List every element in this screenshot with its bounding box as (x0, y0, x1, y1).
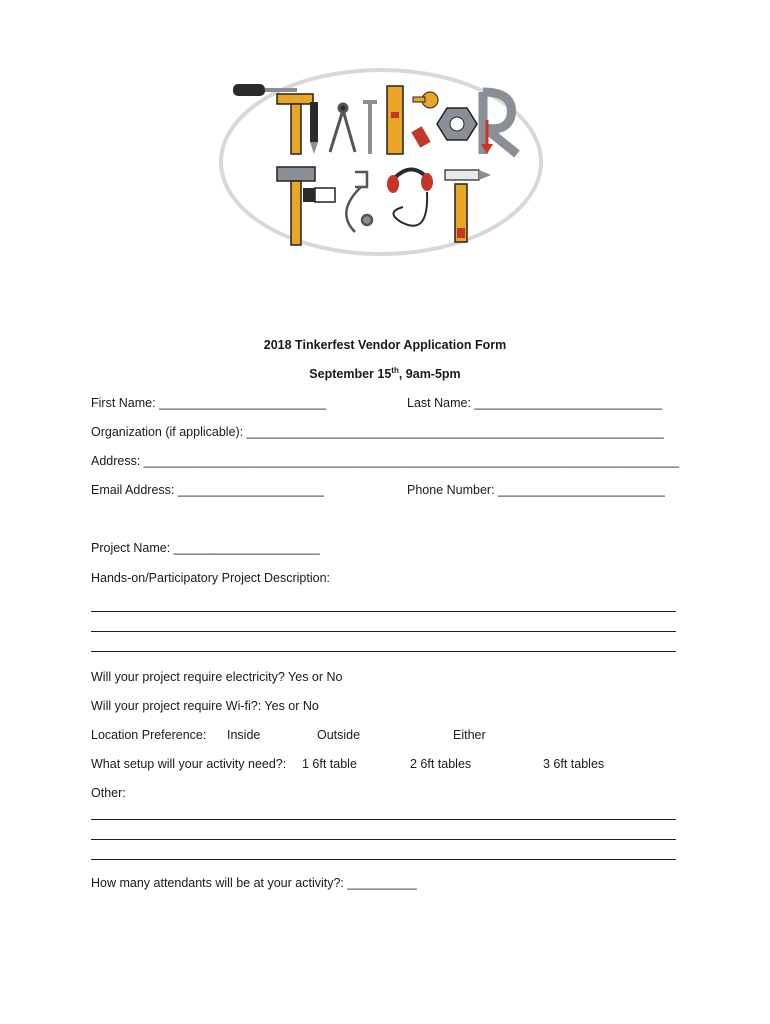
description-line-2[interactable] (91, 631, 676, 632)
setup-option-1[interactable]: 1 6ft table (302, 757, 357, 771)
last-name-field[interactable]: Last Name: ___________________________ (407, 396, 663, 410)
pen-icon (310, 102, 318, 154)
compass-icon (330, 104, 355, 152)
key-icon (413, 92, 438, 108)
event-date (0, 365, 770, 381)
setup-option-2[interactable]: 2 6ft tables (410, 757, 472, 771)
organization-field[interactable]: Organization (if applicable): ____________________________________________________________ (91, 425, 664, 439)
setup-option-3[interactable]: 3 6ft tables (543, 757, 605, 771)
description-line-3[interactable] (91, 651, 676, 652)
electricity-question: Will your project require electricity? Yes or No (91, 670, 343, 684)
event-date-suffix: , 9am-5pm (398, 367, 461, 381)
plug-icon (346, 172, 372, 232)
email-field[interactable]: Email Address: _____________________ (91, 483, 324, 497)
location-option-outside[interactable]: Outside (317, 728, 361, 742)
hex-nut-icon (437, 108, 477, 140)
knife-icon (411, 126, 430, 148)
location-option-either[interactable]: Either (453, 728, 486, 742)
other-line-1[interactable] (91, 819, 676, 820)
attendants-field[interactable]: How many attendants will be at your activity?: __________ (91, 876, 417, 890)
battery-icon (303, 188, 335, 202)
event-date-sup: th (391, 365, 399, 375)
description-line-1[interactable] (91, 611, 676, 612)
location-label: Location Preference: (91, 728, 207, 742)
logo-ellipse (221, 70, 541, 254)
other-line-3[interactable] (91, 859, 676, 860)
wifi-question: Will your project require Wi-fi?: Yes or No (91, 699, 319, 713)
phone-field[interactable]: Phone Number: ________________________ (407, 483, 665, 497)
tinkerfest-logo (215, 62, 550, 262)
form-title: 2018 Tinkerfest Vendor Application Form (263, 338, 507, 352)
address-field[interactable]: Address: _____________________________________________________________________________ (91, 454, 680, 468)
description-label: Hands-on/Participatory Project Description: (91, 571, 330, 585)
fountain-pen-icon (445, 170, 491, 180)
first-name-field[interactable]: First Name: ________________________ (91, 396, 326, 410)
setup-label: What setup will your activity need?: (91, 757, 287, 771)
project-name-field[interactable]: Project Name: _____________________ (91, 541, 320, 555)
other-line-2[interactable] (91, 839, 676, 840)
nail-icon (363, 100, 377, 154)
other-label: Other: (91, 786, 126, 800)
headphones-icon (387, 169, 433, 225)
ruler-t-icon (277, 94, 313, 154)
level-icon (387, 86, 403, 154)
location-option-inside[interactable]: Inside (227, 728, 261, 742)
box-cutter-icon (455, 184, 467, 242)
event-date-prefix: September 15 (309, 367, 392, 381)
